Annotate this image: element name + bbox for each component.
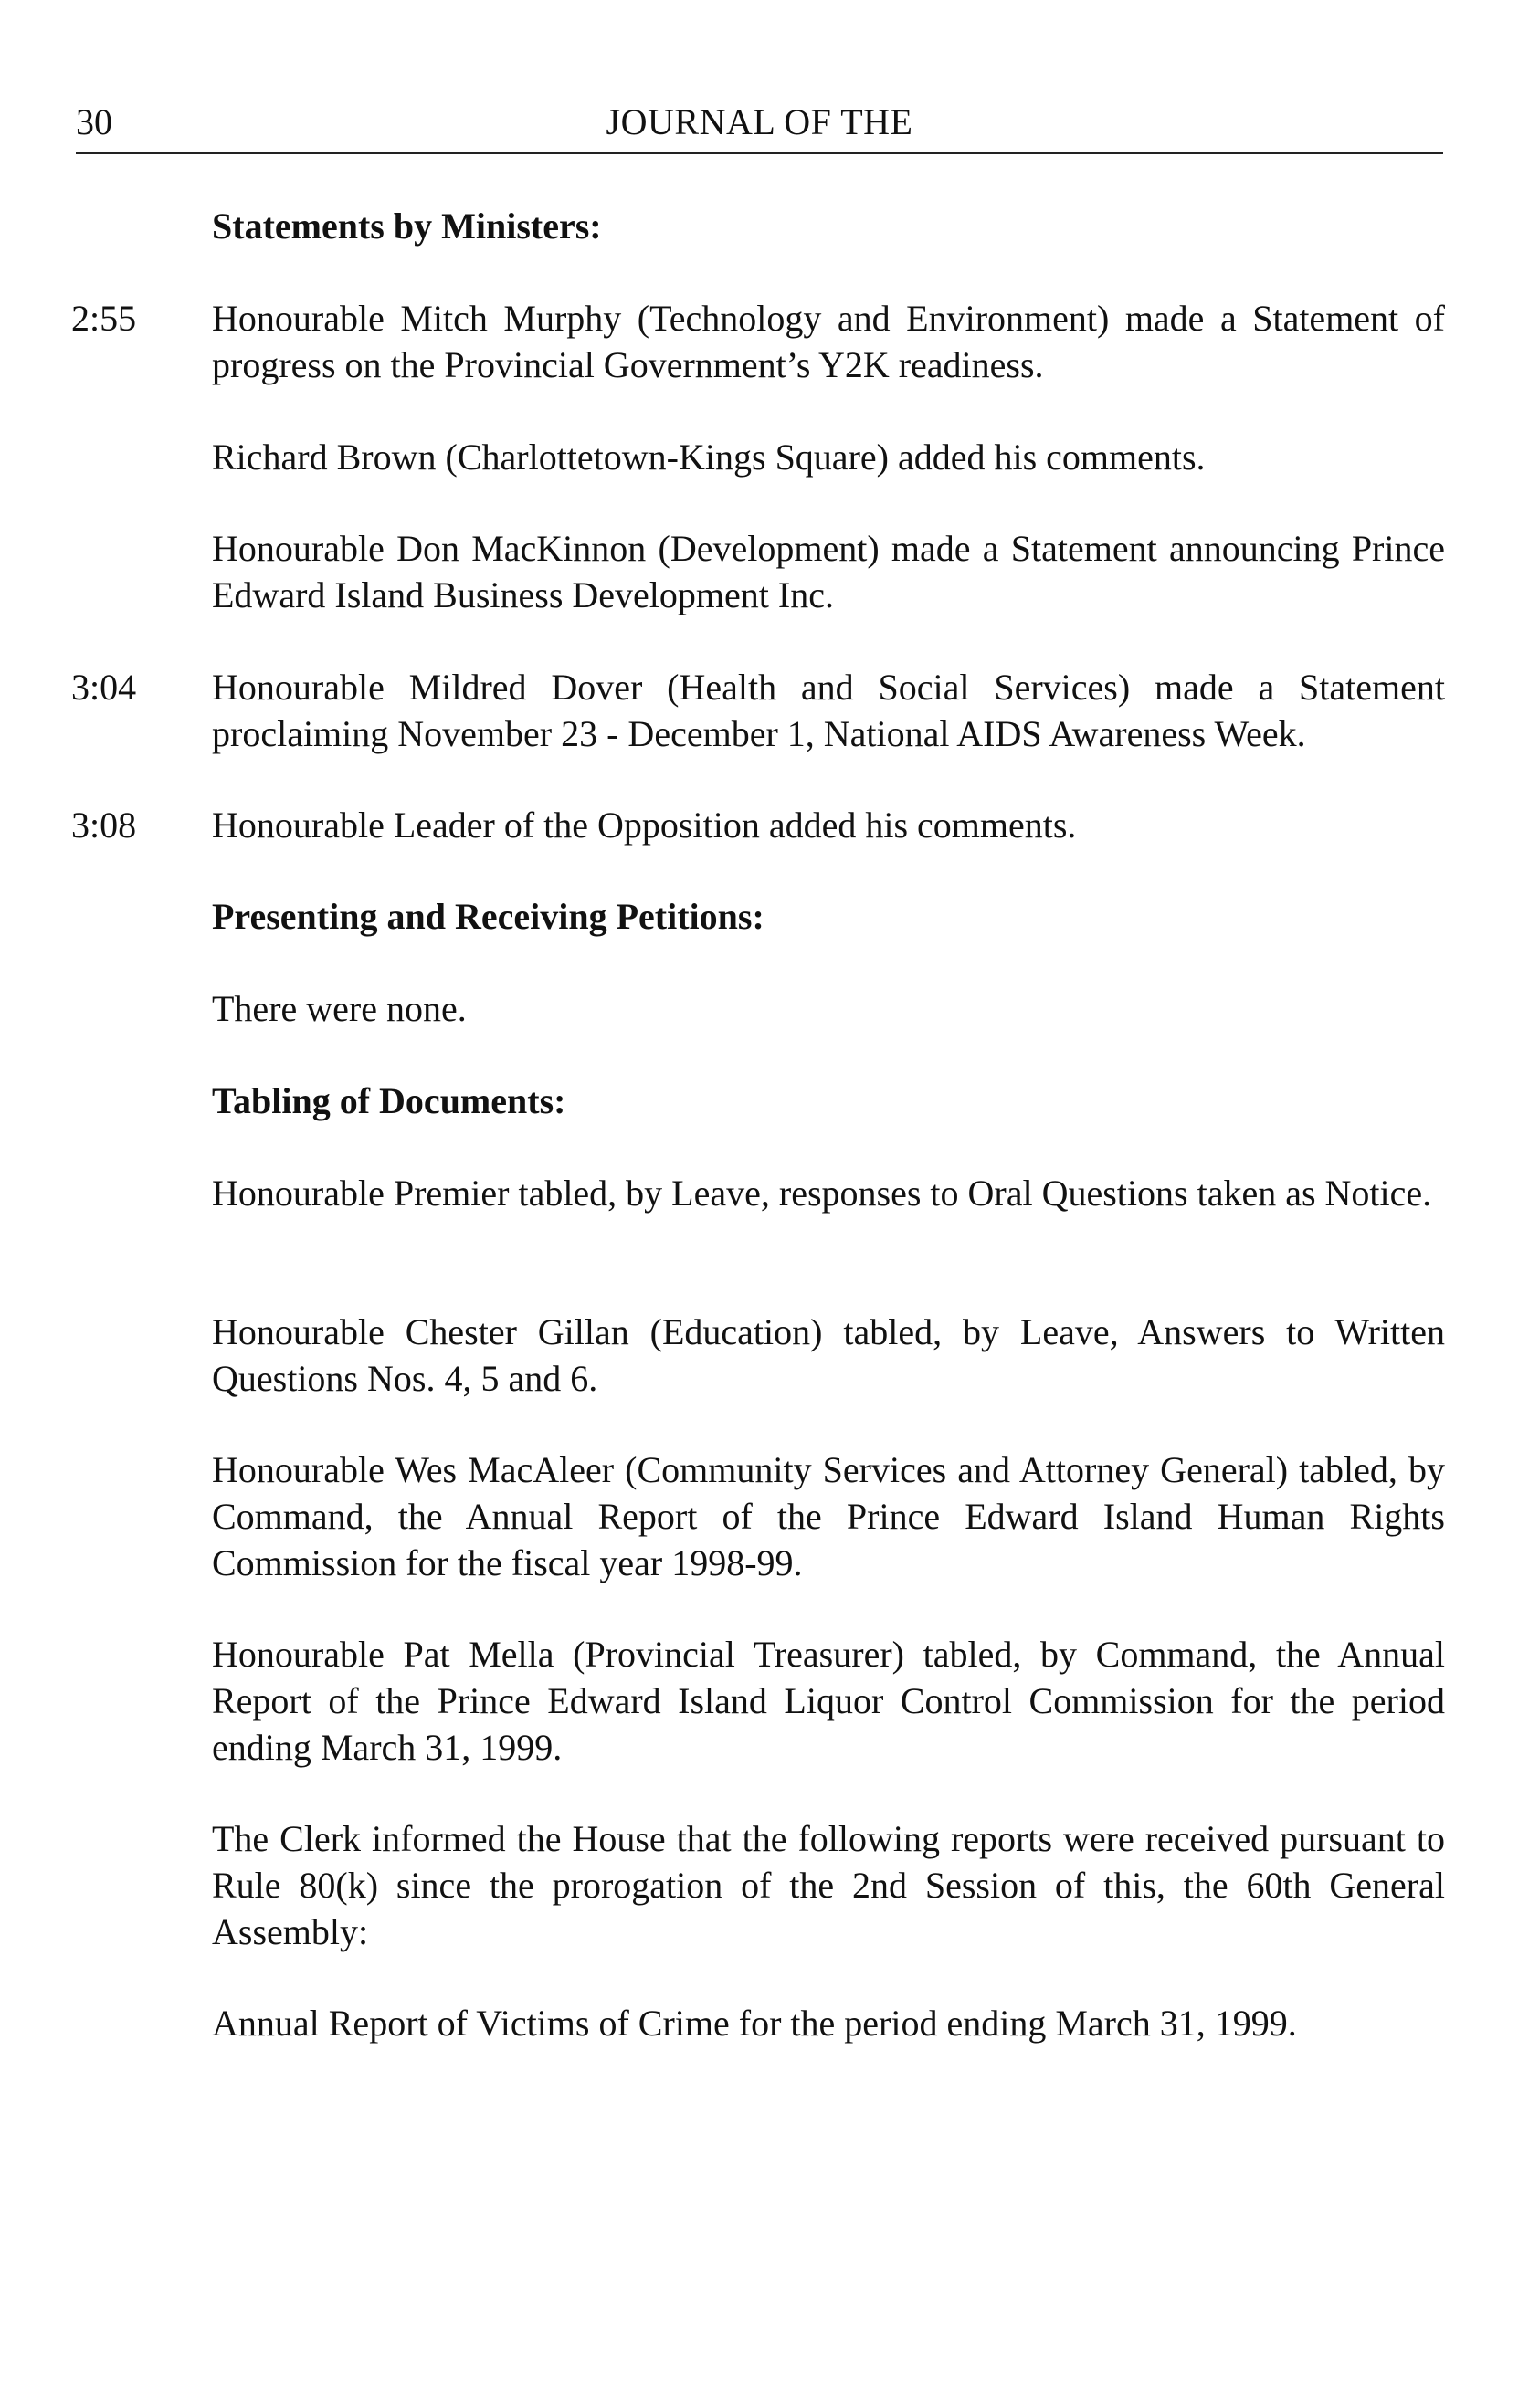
- entry-text: Honourable Wes MacAleer (Community Services and Attorney General) tabled, by Command, the Annual Report of the Prince Edward Island Human Rights Commission for the fiscal year 1998-99.: [212, 1449, 1445, 1583]
- entry-text: Statements by Ministers:: [212, 205, 602, 247]
- entry-time: 3:04: [71, 667, 137, 708]
- entry-text: Presenting and Receiving Petitions:: [212, 896, 764, 937]
- entry-text: There were none.: [212, 988, 467, 1029]
- entry-text: Honourable Pat Mella (Provincial Treasurer) tabled, by Command, the Annual Report of the Prince Edward Island Liquor Control Commission for the period ending March 31, 1999.: [212, 1634, 1445, 1768]
- entry-text: Richard Brown (Charlottetown-Kings Square) added his comments.: [212, 436, 1206, 478]
- entry-text: Honourable Leader of the Opposition added his comments.: [212, 804, 1077, 846]
- entry-text: Tabling of Documents:: [212, 1080, 566, 1121]
- entry-text: The Clerk informed the House that the following reports were received pursuant to Rule 80(k) since the prorogation of the 2nd Session of this, the 60th General Assembly:: [212, 1818, 1445, 1952]
- page-number: 30: [76, 101, 112, 142]
- page-header: [76, 99, 1443, 154]
- entry-text: Honourable Mitch Murphy (Technology and Environment) made a Statement of progress on the Provincial Government’s Y2K readiness.: [212, 298, 1445, 385]
- entry-text: Honourable Don MacKinnon (Development) made a Statement announcing Prince Edward Island Business Development Inc.: [212, 528, 1445, 615]
- entry-time: 2:55: [71, 298, 137, 339]
- entry-text: Honourable Mildred Dover (Health and Social Services) made a Statement proclaiming November 23 - December 1, National AIDS Awareness Week.: [212, 667, 1445, 754]
- entry-text: Annual Report of Victims of Crime for the period ending March 31, 1999.: [212, 2003, 1297, 2044]
- running-head: JOURNAL OF THE: [606, 101, 913, 142]
- entry-text: Honourable Chester Gillan (Education) tabled, by Leave, Answers to Written Questions Nos. 4, 5 and 6.: [212, 1311, 1445, 1399]
- entry-time: 3:08: [71, 804, 137, 846]
- entry-text: Honourable Premier tabled, by Leave, responses to Oral Questions taken as Notice.: [212, 1172, 1432, 1214]
